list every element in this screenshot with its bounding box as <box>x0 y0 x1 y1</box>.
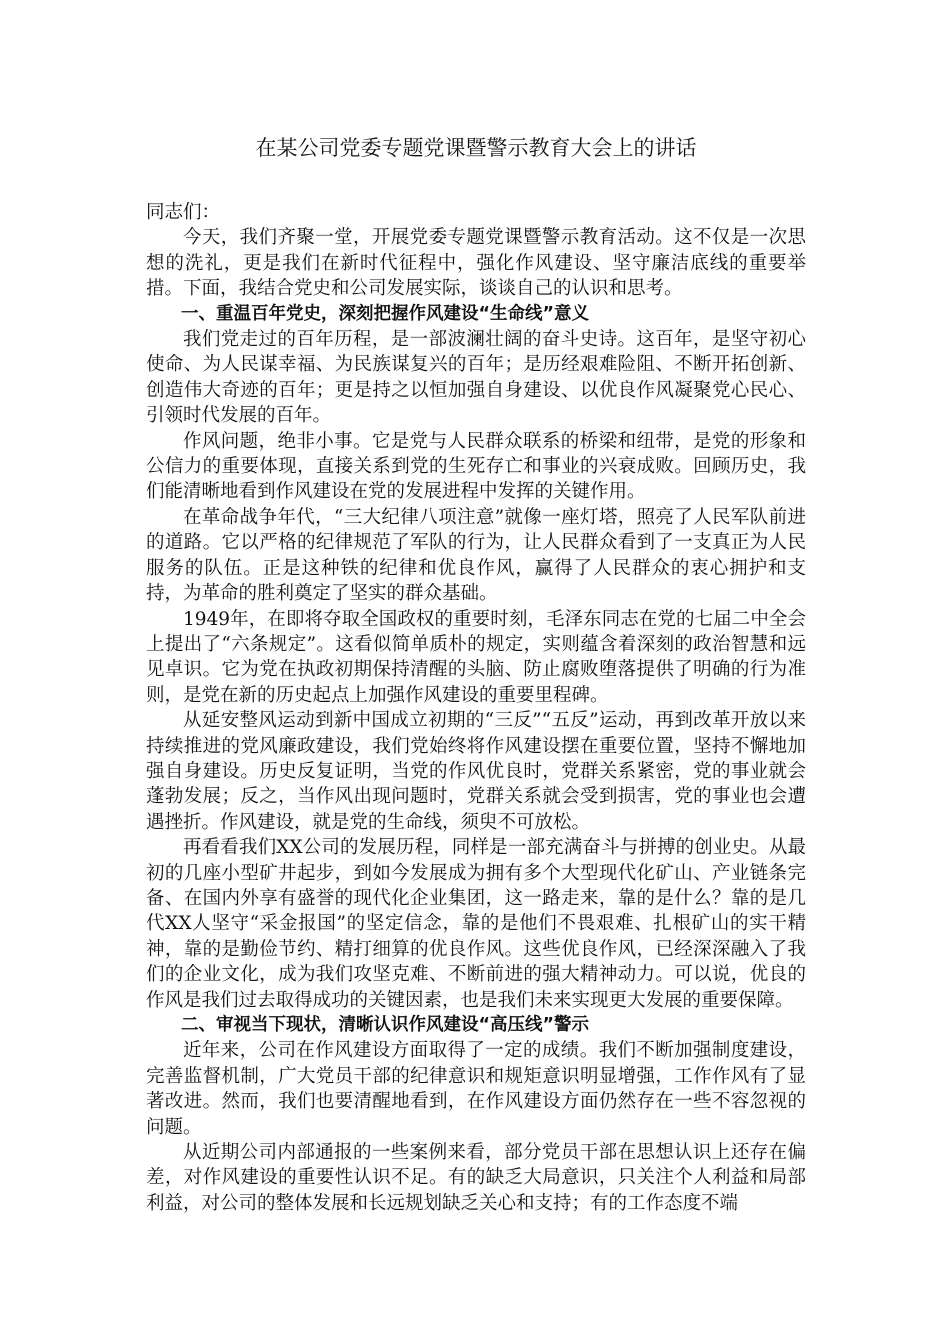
salutation: 同志们： <box>146 202 221 223</box>
document-title: 在某公司党委专题党课暨警示教育大会上的讲话 <box>255 136 697 160</box>
document-body <box>146 132 806 1216</box>
section-heading-2: 二、审视当下现状，清晰认识作风建设“高压线”警示 <box>181 1015 590 1035</box>
paragraph: 在革命战争年代，“三大纪律八项注意”就像一座灯塔，照亮了人民军队前进的道路。它以严格的纪律规范了军队的行为，让人民群众看到了一支真正为人民服务的队伍。正是这种铁的纪律和优良作风，赢得了人民群众的衷心拥护和支持，为革命的胜利奠定了坚实的群众基础。 <box>146 506 806 605</box>
paragraph: 作风问题，绝非小事。它是党与人民群众联系的桥梁和纽带，是党的形象和公信力的重要体现，直接关系到党的生死存亡和事业的兴衰成败。回顾历史，我们能清晰地看到作风建设在党的发展进程中发挥的关键作用。 <box>146 430 806 503</box>
paragraph: 近年来，公司在作风建设方面取得了一定的成绩。我们不断加强制度建设，完善监督机制，广大党员干部的纪律意识和规矩意识明显增强，工作作风有了显著改进。然而，我们也要清醒地看到，在作风建设方面仍然存在一些不容忽视的问题。 <box>146 1040 806 1138</box>
paragraph-intro: 今天，我们齐聚一堂，开展党委专题党课暨警示教育活动。这不仅是一次思想的洗礼，更是我们在新时代征程中，强化作风建设、坚守廉洁底线的重要举措。下面，我结合党史和公司发展实际，谈谈自己的认识和思考。 <box>146 227 806 300</box>
section-heading-1: 一、重温百年党史，深刻把握作风建设“生命线”意义 <box>181 303 590 324</box>
paragraph: 再看看我们XX公司的发展历程，同样是一部充满奋斗与拼搏的创业史。从最初的几座小型矿井起步，到如今发展成为拥有多个大型现代化矿山、产业链条完备、在国内外享有盛誉的现代化企业集团，这一路走来，靠的是什么？靠的是几代XX人坚守“采金报国”的坚定信念，靠的是他们不畏艰难、扎根矿山的实干精神，靠的是勤俭节约、精打细算的优良作风。这些优良作风，已经深深融入了我们的企业文化，成为我们攻坚克难、不断前进的强大精神动力。可以说，优良的作风是我们过去取得成功的关键因素，也是我们未来实现更大发展的重要保障。 <box>146 837 806 1011</box>
paragraph: 1949年，在即将夺取全国政权的重要时刻，毛泽东同志在党的七届二中全会上提出了“六条规定”。这看似简单质朴的规定，实则蕴含着深刻的政治智慧和远见卓识。它为党在执政初期保持清醒的头脑、防止腐败堕落提供了明确的行为准则，是党在新的历史起点上加强作风建设的重要里程碑。 <box>146 608 806 706</box>
paragraph: 从延安整风运动到新中国成立初期的“三反”“五反”运动，再到改革开放以来持续推进的党风廉政建设，我们党始终将作风建设摆在重要位置，坚持不懈地加强自身建设。历史反复证明，当党的作风优良时，党群关系紧密，党的事业就会蓬勃发展；反之，当作风出现问题时，党群关系就会受到损害，党的事业也会遭遇挫折。作风建设，就是党的生命线，须臾不可放松。 <box>146 710 806 833</box>
paragraph: 我们党走过的百年历程，是一部波澜壮阔的奋斗史诗。这百年，是坚守初心使命、为人民谋幸福、为民族谋复兴的百年；是历经艰难险阻、不断开拓创新、创造伟大奇迹的百年；更是持之以恒加强自身建设、以优良作风凝聚党心民心、引领时代发展的百年。 <box>146 329 806 427</box>
paragraph: 从近期公司内部通报的一些案例来看，部分党员干部在思想认识上还存在偏差，对作风建设的重要性认识不足。有的缺乏大局意识，只关注个人利益和局部利益，对公司的整体发展和长远规划缺乏关心和支持；有的工作态度不端 <box>146 1142 806 1214</box>
